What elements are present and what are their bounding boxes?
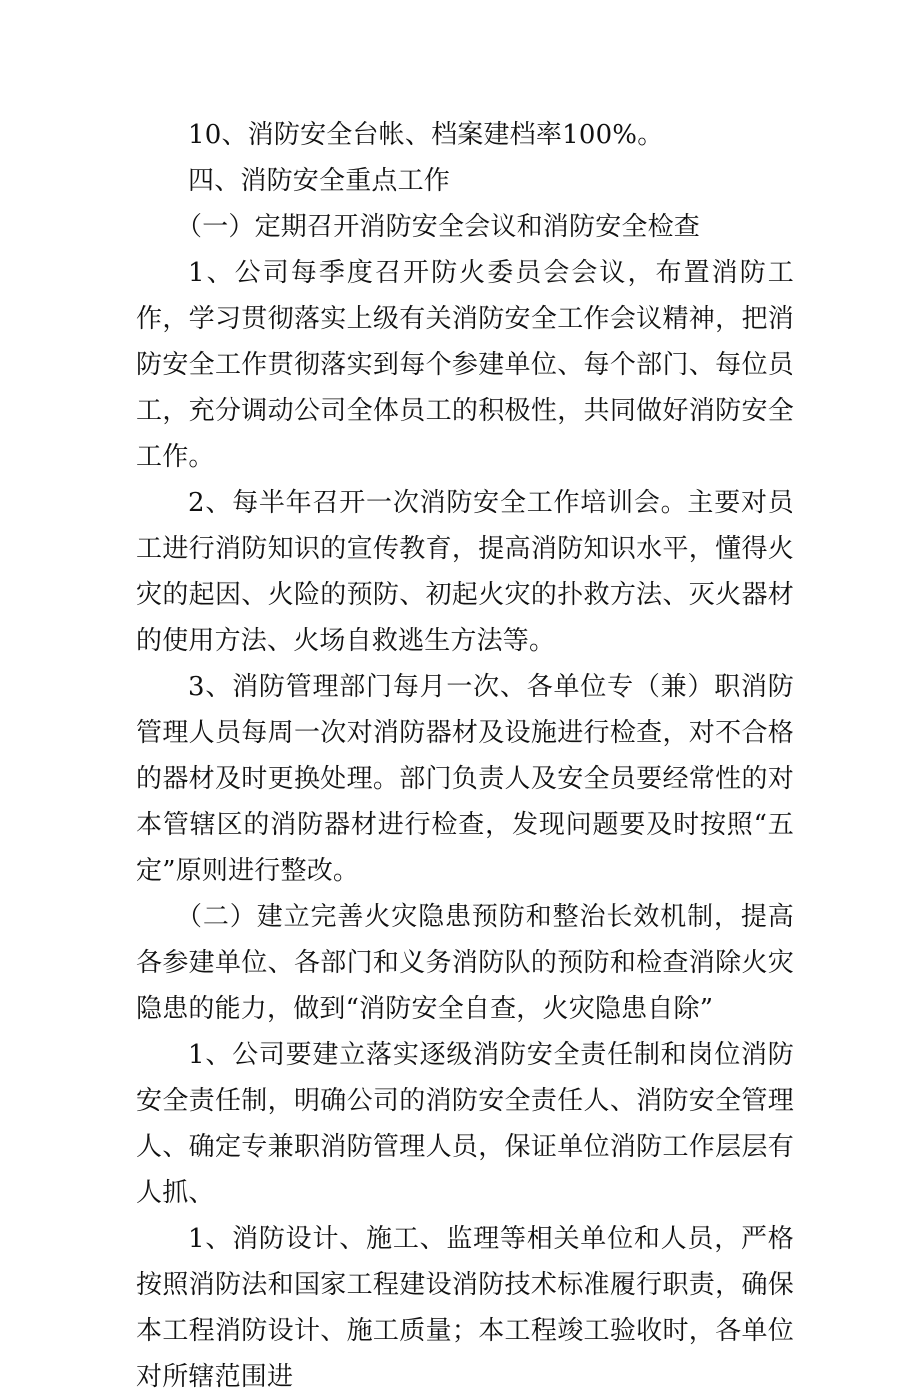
paragraph-training: 2、每半年召开一次消防安全工作培训会。主要对员工进行消防知识的宣传教育，提高消防知识水平，懂得火灾的起因、火险的预防、初起火灾的扑救方法、灭火器材的使用方法、火场自救逃生方法等。 (136, 488, 794, 656)
paragraph-equipment-inspection: 3、消防管理部门每月一次、各单位专（兼）职消防管理人员每周一次对消防器材及设施进行检查，对不合格的器材及时更换处理。部门负责人及安全员要经常性的对本管辖区的消防器材进行检查，发现问题要及时按照“五定”原则进行整改。 (136, 672, 794, 886)
paragraph-archive-rate: 10、消防安全台帐、档案建档率100%。 (188, 120, 664, 150)
document-body (136, 112, 794, 1400)
paragraph-design-construction: 1、消防设计、施工、监理等相关单位和人员，严格按照消防法和国家工程建设消防技术标准履行职责，确保本工程消防设计、施工质量；本工程竣工验收时，各单位对所辖范围进 (136, 1224, 794, 1392)
subheading-meetings-inspections: （一）定期召开消防安全会议和消防安全检查 (176, 212, 701, 242)
paragraph-quarterly-meeting: 1、公司每季度召开防火委员会会议，布置消防工作，学习贯彻落实上级有关消防安全工作会议精神，把消防安全工作贯彻落实到每个参建单位、每个部门、每位员工，充分调动公司全体员工的积极性，共同做好消防安全工作。 (136, 258, 794, 472)
subheading-hazard-mechanism: （二）建立完善火灾隐患预防和整治长效机制，提高各参建单位、各部门和义务消防队的预防和检查消除火灾隐患的能力，做到“消防安全自查，火灾隐患自除” (136, 902, 794, 1024)
section-heading-key-work: 四、消防安全重点工作 (188, 166, 451, 196)
paragraph-responsibility-system: 1、公司要建立落实逐级消防安全责任制和岗位消防安全责任制，明确公司的消防安全责任人、消防安全管理人、确定专兼职消防管理人员，保证单位消防工作层层有人抓、 (136, 1040, 794, 1208)
